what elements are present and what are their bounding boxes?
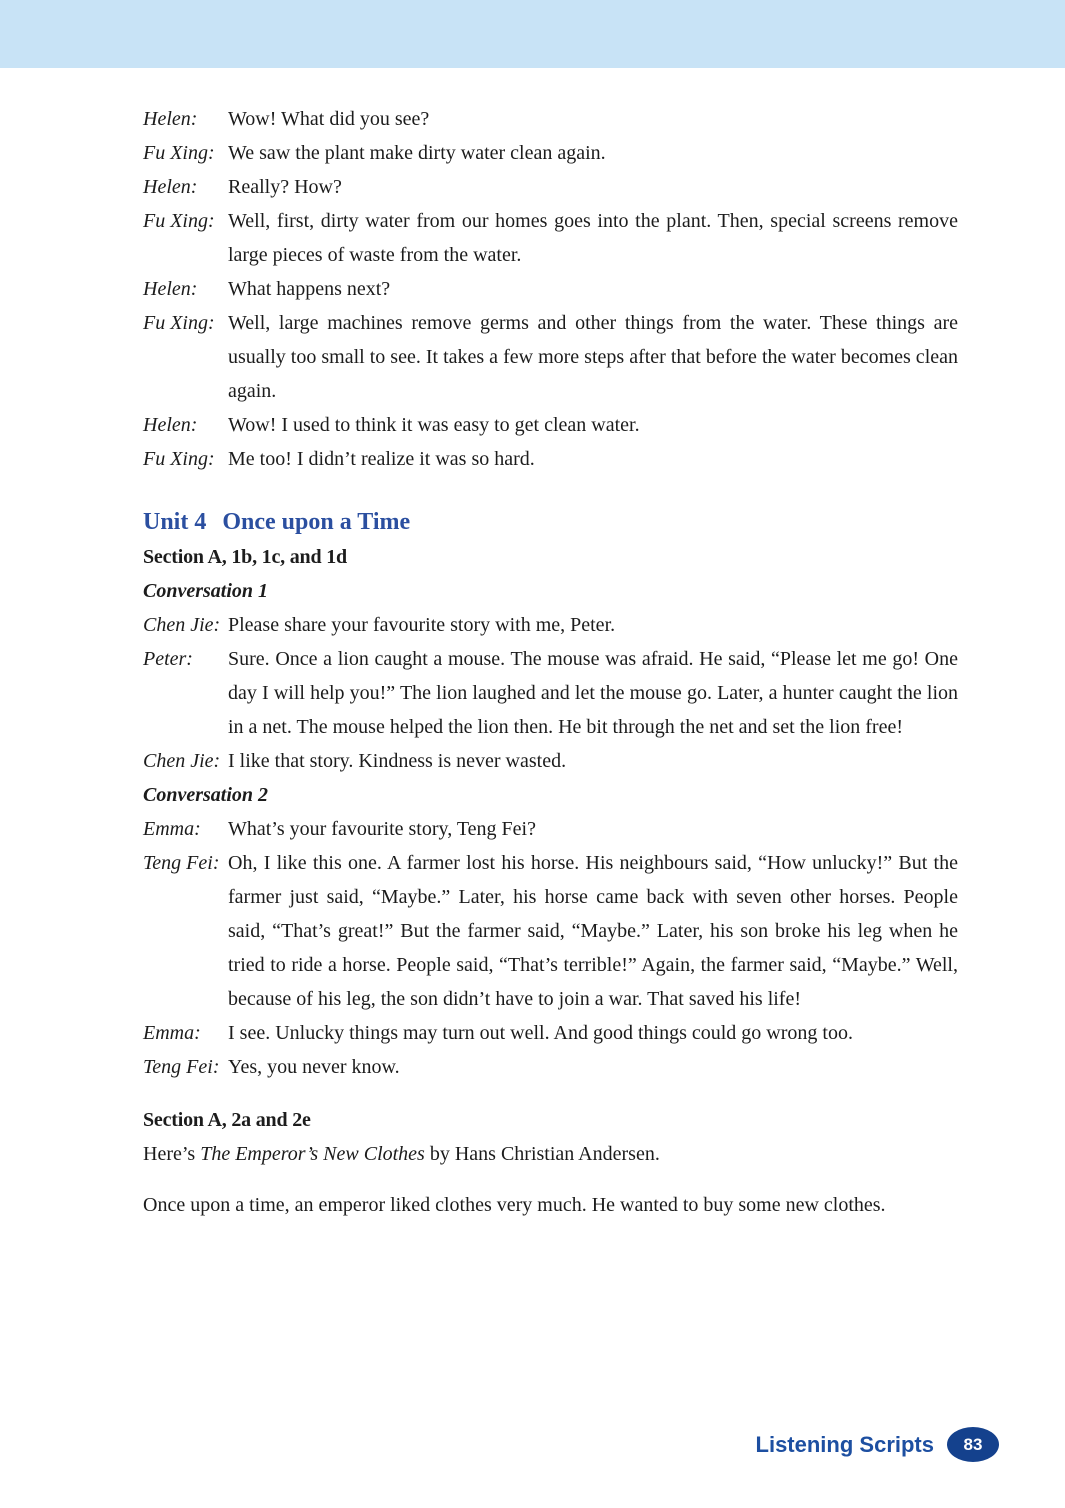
speaker-name: Teng Fei:	[143, 1056, 220, 1078]
unit-number: Unit 4	[143, 509, 207, 535]
dialogue-line	[143, 272, 958, 306]
dialogue-line	[143, 812, 958, 846]
speaker-name: Helen:	[143, 414, 198, 436]
dialogue-line	[143, 306, 958, 408]
speaker-name: Fu Xing:	[143, 448, 215, 470]
speaker-name: Fu Xing:	[143, 142, 215, 164]
speaker-name: Fu Xing:	[143, 312, 215, 334]
section-heading: Section A, 2a and 2e	[143, 1109, 311, 1131]
utterance-text: Well, first, dirty water from our homes goes into the plant. Then, special screens remove large pieces of waste from the water.	[228, 210, 958, 266]
dialogue-line	[143, 204, 958, 272]
speaker-name: Fu Xing:	[143, 210, 215, 232]
utterance-text: I see. Unlucky things may turn out well. And good things could go wrong too.	[228, 1022, 853, 1044]
utterance-text: What happens next?	[228, 278, 391, 300]
dialogue-line	[143, 408, 958, 442]
utterance-text: What’s your favourite story, Teng Fei?	[228, 818, 536, 840]
speaker-name: Emma:	[143, 1022, 201, 1044]
speaker-name: Peter:	[143, 648, 193, 670]
dialogue-line	[143, 846, 958, 1016]
utterance-text: Sure. Once a lion caught a mouse. The mouse was afraid. He said, “Please let me go! One day I will help you!” The lion laughed and let the mouse go. Later, a hunter caught the lion in a net. The mouse helped the lion then. He bit through the net and set the lion free!	[228, 648, 958, 738]
footer-section-label: Listening Scripts	[755, 1431, 934, 1457]
story-paragraph: Once upon a time, an emperor liked clothes very much. He wanted to buy some new clothes.	[143, 1194, 886, 1216]
conversation-heading: Conversation 1	[143, 580, 269, 602]
dialogue-line	[143, 170, 958, 204]
page-content	[0, 68, 1065, 1222]
conversation-heading: Conversation 2	[143, 784, 269, 806]
utterance-text: We saw the plant make dirty water clean again.	[228, 142, 606, 164]
utterance-text: Wow! I used to think it was easy to get clean water.	[228, 414, 640, 436]
story-title: The Emperor’s New Clothes	[200, 1143, 425, 1165]
speaker-name: Teng Fei:	[143, 852, 220, 874]
utterance-text: Oh, I like this one. A farmer lost his horse. His neighbours said, “How unlucky!” But the farmer just said, “Maybe.” Later, his horse came back with seven other horses. People said, “That’s great!” But the farmer said, “Maybe.” Later, his son broke his leg when he tried to ride a horse. People said, “That’s terrible!” Again, the farmer said, “Maybe.” Well, because of his leg, the son didn’t have to join a war. That saved his life!	[228, 852, 958, 1010]
page-footer	[756, 1427, 999, 1462]
dialogue-line	[143, 442, 958, 476]
top-color-band	[0, 0, 1065, 68]
speaker-name: Emma:	[143, 818, 201, 840]
story-intro-suffix: by Hans Christian Andersen.	[424, 1143, 660, 1165]
speaker-name: Chen Jie:	[143, 750, 221, 772]
speaker-name: Helen:	[143, 278, 198, 300]
speaker-name: Chen Jie:	[143, 614, 221, 636]
utterance-text: Really? How?	[228, 176, 342, 198]
section-heading: Section A, 1b, 1c, and 1d	[143, 546, 347, 568]
story-intro-prefix: Here’s	[143, 1143, 201, 1165]
utterance-text: Wow! What did you see?	[228, 108, 430, 130]
dialogue-line	[143, 744, 958, 778]
speaker-name: Helen:	[143, 108, 198, 130]
unit-title: Once upon a Time	[222, 509, 411, 535]
utterance-text: Me too! I didn’t realize it was so hard.	[228, 448, 535, 470]
unit-heading	[143, 504, 958, 540]
utterance-text: Please share your favourite story with me, Peter.	[228, 614, 616, 636]
dialogue-line	[143, 642, 958, 744]
page-number-badge: 83	[947, 1427, 999, 1462]
utterance-text: I like that story. Kindness is never wasted.	[228, 750, 567, 772]
dialogue-line	[143, 136, 958, 170]
utterance-text: Yes, you never know.	[228, 1056, 400, 1078]
utterance-text: Well, large machines remove germs and other things from the water. These things are usually too small to see. It takes a few more steps after that before the water becomes clean again.	[228, 312, 958, 402]
dialogue-line	[143, 608, 958, 642]
dialogue-line	[143, 1016, 958, 1050]
dialogue-line	[143, 1050, 958, 1084]
speaker-name: Helen:	[143, 176, 198, 198]
story-intro-line	[143, 1137, 958, 1171]
dialogue-line	[143, 102, 958, 136]
